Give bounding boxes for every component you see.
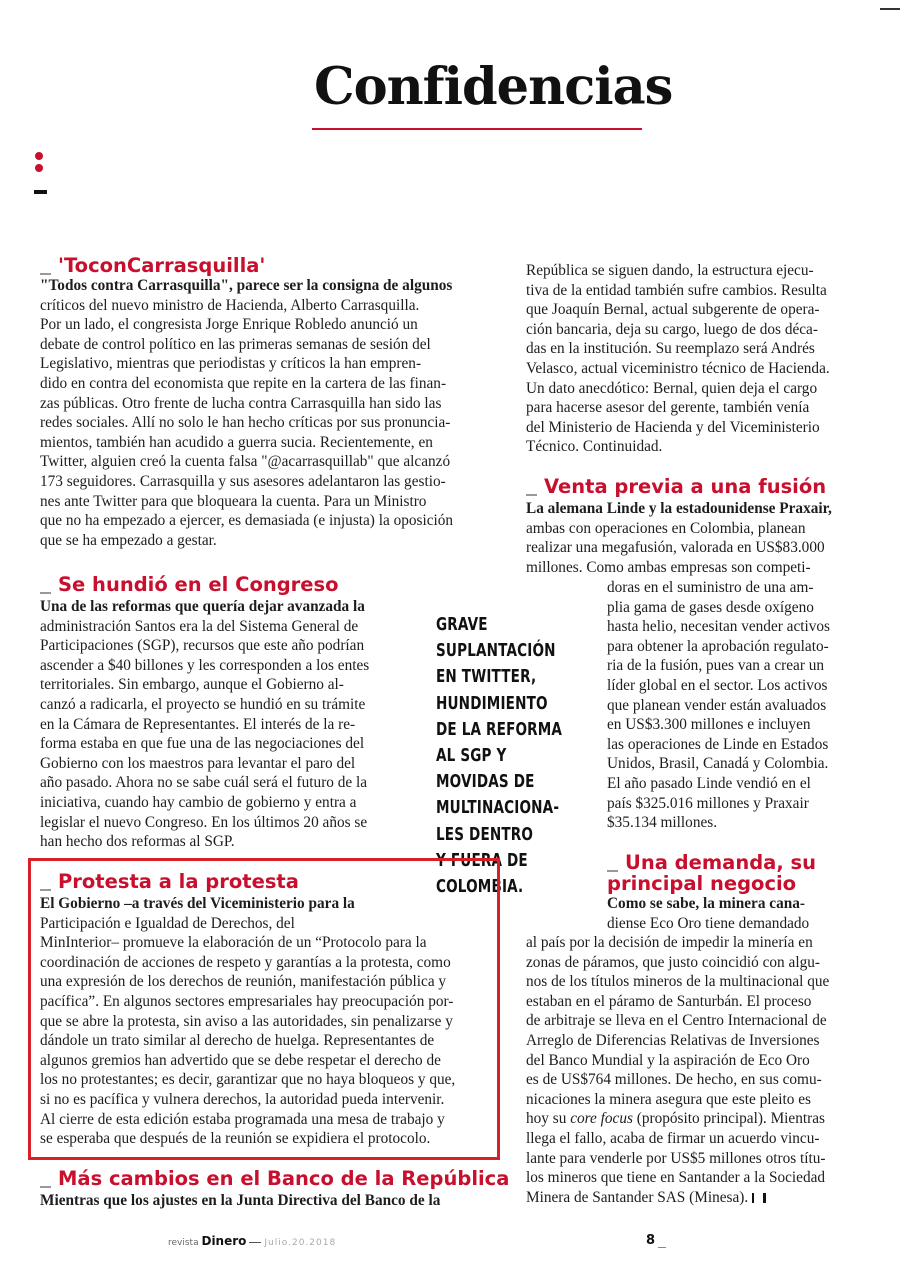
text-line: los mineros que tiene en Santander a la Sociedad xyxy=(526,1169,826,1187)
text-line: Y FUERA DE xyxy=(436,850,528,871)
text-line: que no ha empezado a ejercer, es demasiada (e injusta) la oposición xyxy=(40,512,454,530)
text-line: han hecho dos reformas al SGP. xyxy=(40,833,235,851)
text-line: EN TWITTER, xyxy=(436,667,537,688)
text-line: GRAVE xyxy=(436,615,488,635)
text-line: es de US$764 millones. De hecho, en sus comu- xyxy=(526,1071,822,1089)
text-line: territoriales. Sin embargo, aunque el Gobierno al- xyxy=(40,676,344,694)
article-body-venta-previa-top xyxy=(526,499,832,577)
page-number: 8 xyxy=(646,1233,666,1248)
article-heading-protesta: Protesta a la protesta xyxy=(40,871,299,892)
article-body-venta-previa-narrow xyxy=(607,578,830,833)
corner-mark xyxy=(880,0,900,10)
text-line: HUNDIMIENTO xyxy=(436,693,548,714)
text-line: Técnico. Continuidad. xyxy=(526,438,663,456)
text-line: "Todos contra Carrasquilla", parece ser la consigna de algunos xyxy=(40,277,453,294)
text-line: MULTINACIONA- xyxy=(436,798,560,819)
text-line: si no es pacífica y vulnera derechos, la autoridad pueda intervenir. xyxy=(40,1090,445,1108)
text-line: pacífica”. En algunos sectores empresariales hay preocupación por- xyxy=(40,992,454,1010)
text-line: del Ministerio de Hacienda y del Viceministerio xyxy=(526,418,820,436)
article-body-se-hundio xyxy=(40,597,369,852)
colon-ornament xyxy=(35,152,45,176)
text-line: redes sociales. Allí no solo le han hecho críticas por sus pronuncia- xyxy=(40,414,451,432)
text-line: en la Cámara de Representantes. El interés de la re- xyxy=(40,715,356,733)
text-line: Una de las reformas que quería dejar avanzada la xyxy=(40,598,365,615)
pull-quote xyxy=(436,612,562,900)
text-line: Twitter, alguien creó la cuenta falsa "@acarrasquillab" que alcanzó xyxy=(40,453,451,471)
article-heading-banco-republica: Más cambios en el Banco de la República xyxy=(40,1168,509,1189)
text-line: realizar una megafusión, valorada en US$83.000 xyxy=(526,539,825,557)
article-body-una-demanda-narrow xyxy=(607,894,809,933)
text-line: Gobierno con los maestros para levantar el paro del xyxy=(40,754,356,772)
text-line: que se abre la protesta, sin aviso a las autoridades, sin penalizarse y xyxy=(40,1012,453,1030)
article-heading-se-hundio: Se hundió en el Congreso xyxy=(40,574,339,595)
text-line: llega el fallo, acaba de firmar un acuerdo vincu- xyxy=(526,1129,820,1147)
text-line: Unidos, Brasil, Canadá y Colombia. xyxy=(607,755,829,773)
text-line: zonas de páramos, que justo coincidió con algu- xyxy=(526,953,820,971)
text-line: lante para venderle por US$5 millones otros títu- xyxy=(526,1149,826,1167)
text-line: coordinación de acciones de respeto y garantías a la protesta, como xyxy=(40,953,451,971)
text-line: nes ante Twitter para que bloqueara la cuenta. Para un Ministro xyxy=(40,492,427,510)
text-line: Un dato anecdótico: Bernal, quien deja el cargo xyxy=(526,379,818,397)
text-line: nos de los títulos mineros de la multinacional que xyxy=(526,973,830,991)
end-of-article-mark xyxy=(752,1193,766,1203)
text-line: administración Santos era la del Sistema General de xyxy=(40,617,359,635)
text-line: millones. Como ambas empresas son competi- xyxy=(526,558,811,576)
text-line: que planean vender están avaluados xyxy=(607,696,827,714)
text-line: Velasco, actual viceministro técnico de Hacienda. xyxy=(526,359,830,377)
text-line: ción bancaria, deja su cargo, luego de dos déca- xyxy=(526,320,818,338)
text-line: algunos gremios han advertido que se debe respetar el derecho de xyxy=(40,1051,441,1069)
text-line: Mientras que los ajustes en la Junta Directiva del Banco de la xyxy=(40,1192,441,1209)
text-line: debate de control político en las primeras semanas de sesión del xyxy=(40,335,431,353)
text-line: país $325.016 millones y Praxair xyxy=(607,794,809,812)
text-line: Al cierre de esta edición estaba programada una mesa de trabajo y xyxy=(40,1110,445,1128)
footer-magazine xyxy=(168,1234,336,1248)
text-line: líder global en el sector. Los activos xyxy=(607,676,828,694)
text-line: iniciativa, cuando hay cambio de gobierno y entra a xyxy=(40,793,357,811)
text-line: hasta helio, necesitan vender activos xyxy=(607,618,830,636)
text-line: legislar el nuevo Congreso. En los últimos 20 años se xyxy=(40,813,368,831)
footer-brand: Dinero xyxy=(201,1234,247,1248)
text-line: doras en el suministro de una am- xyxy=(607,579,814,596)
footer-date: Julio.20.2018 xyxy=(264,1238,337,1248)
text-line: para obtener la aprobación regulato- xyxy=(607,637,829,655)
text-line: DE LA REFORMA xyxy=(436,719,563,740)
footer-prefix: revista xyxy=(168,1238,199,1248)
dash-ornament xyxy=(34,190,47,194)
article-body-una-demanda-wide xyxy=(526,933,829,1207)
text-line: ria de la fusión, pues van a crear un xyxy=(607,657,825,675)
article-heading-venta-previa: Venta previa a una fusión xyxy=(526,476,826,497)
text-line: ambas con operaciones en Colombia, planean xyxy=(526,519,806,537)
text-line: mientos, también han acudido a guerra sucia. Recientemente, en xyxy=(40,433,433,451)
text-line: Por un lado, el congresista Jorge Enrique Robledo anunció un xyxy=(40,316,418,334)
text-line: El Gobierno –a través del Viceministerio para la xyxy=(40,895,355,912)
text-line: Legislativo, mientras que periodistas y críticos la han empren- xyxy=(40,355,422,373)
article-heading-una-demanda: Una demanda, su xyxy=(607,852,816,873)
text-line: ascender a $40 billones y les corresponden a los entes xyxy=(40,656,370,674)
text-line: las operaciones de Linde en Estados xyxy=(607,735,829,753)
text-line: forma estaba en que fue una de las negociaciones del xyxy=(40,735,365,753)
page-title: Confidencias xyxy=(314,57,673,117)
text-line: 173 seguidores. Carrasquilla y sus asesores adelantaron las gestio- xyxy=(40,472,446,490)
text-line: año pasado. Ahora no se sabe cuál será el futuro de la xyxy=(40,774,368,792)
text-line: Participaciones (SGP), recursos que este año podrían xyxy=(40,637,365,655)
article-heading-toconcarrasquilla: 'ToconCarrasquilla' xyxy=(40,255,265,276)
text-line: los no protestantes; es decir, garantizar que no haya bloqueos y que, xyxy=(40,1071,456,1089)
text-line: El año pasado Linde vendió en el xyxy=(607,774,811,792)
text-line: tiva de la entidad también sufre cambios. Resulta xyxy=(526,281,827,299)
text-line: MOVIDAS DE xyxy=(436,772,535,793)
text-line: República se siguen dando, la estructura ejecu- xyxy=(526,262,814,279)
text-line: zas públicas. Otro frente de lucha contra Carrasquilla han sido las xyxy=(40,394,442,412)
text-line: Como se sabe, la minera cana- xyxy=(607,895,805,912)
text-line: que Joaquín Bernal, actual subgerente de opera- xyxy=(526,301,820,319)
article-body-banco-republica-cont xyxy=(526,261,830,457)
article-body-banco-republica-start xyxy=(40,1191,440,1211)
text-line: de arbitraje se lleva en el Centro Internacional de xyxy=(526,1012,827,1030)
text-line: para hacerse asesor del gerente, también venía xyxy=(526,399,810,417)
text-line: estaban en el páramo de Santurbán. El proceso xyxy=(526,992,812,1010)
text-line: que se ha empezado a gestar. xyxy=(40,531,217,549)
text-line: SUPLANTACIÓN xyxy=(436,641,556,662)
text-line: del Banco Mundial y la aspiración de Eco Oro xyxy=(526,1051,810,1069)
text-line: plia gama de gases desde oxígeno xyxy=(607,598,814,616)
text-line: se esperaba que después de la reunión se expidiera el protocolo. xyxy=(40,1130,431,1148)
text-line: canzó a radicarla, el proyecto se hundió en su trámite xyxy=(40,695,366,713)
article-body-toconcarrasquilla xyxy=(40,276,453,550)
article-body-protesta xyxy=(40,894,455,1149)
text-line: Minera de Santander SAS (Minesa). xyxy=(526,1188,829,1208)
article-heading-una-demanda-line2: principal negocio xyxy=(607,872,797,895)
text-line: críticos del nuevo ministro de Hacienda, Alberto Carrasquilla. xyxy=(40,296,420,314)
text-line: Participación e Igualdad de Derechos, del xyxy=(40,914,295,932)
text-line: MinInterior– promueve la elaboración de un “Protocolo para la xyxy=(40,934,427,952)
text-line: AL SGP Y xyxy=(436,746,507,767)
text-line: en US$3.300 millones e incluyen xyxy=(607,716,811,734)
text-line: COLOMBIA. xyxy=(436,877,524,898)
text-line: al país por la decisión de impedir la minería en xyxy=(526,934,813,951)
text-line: nicaciones la minera asegura que este pleito es xyxy=(526,1090,811,1108)
text-line: La alemana Linde y la estadounidense Praxair, xyxy=(526,500,832,517)
text-line: hoy su core focus (propósito principal). Mientras xyxy=(526,1110,825,1128)
title-underline xyxy=(312,128,642,130)
text-line: una expresión de los derechos de reunión, manifestación pública y xyxy=(40,973,447,991)
text-line: $35.134 millones. xyxy=(607,814,718,832)
text-line: dándole un trato similar al derecho de huelga. Representantes de xyxy=(40,1032,435,1050)
text-line: dido en contra del economista que repite en la cartera de las finan- xyxy=(40,374,447,392)
text-line: LES DENTRO xyxy=(436,824,534,845)
text-line: Arreglo de Diferencias Relativas de Inversiones xyxy=(526,1031,820,1049)
text-line: das en la institución. Su reemplazo será Andrés xyxy=(526,340,815,358)
text-line: diense Eco Oro tiene demandado xyxy=(607,914,810,932)
